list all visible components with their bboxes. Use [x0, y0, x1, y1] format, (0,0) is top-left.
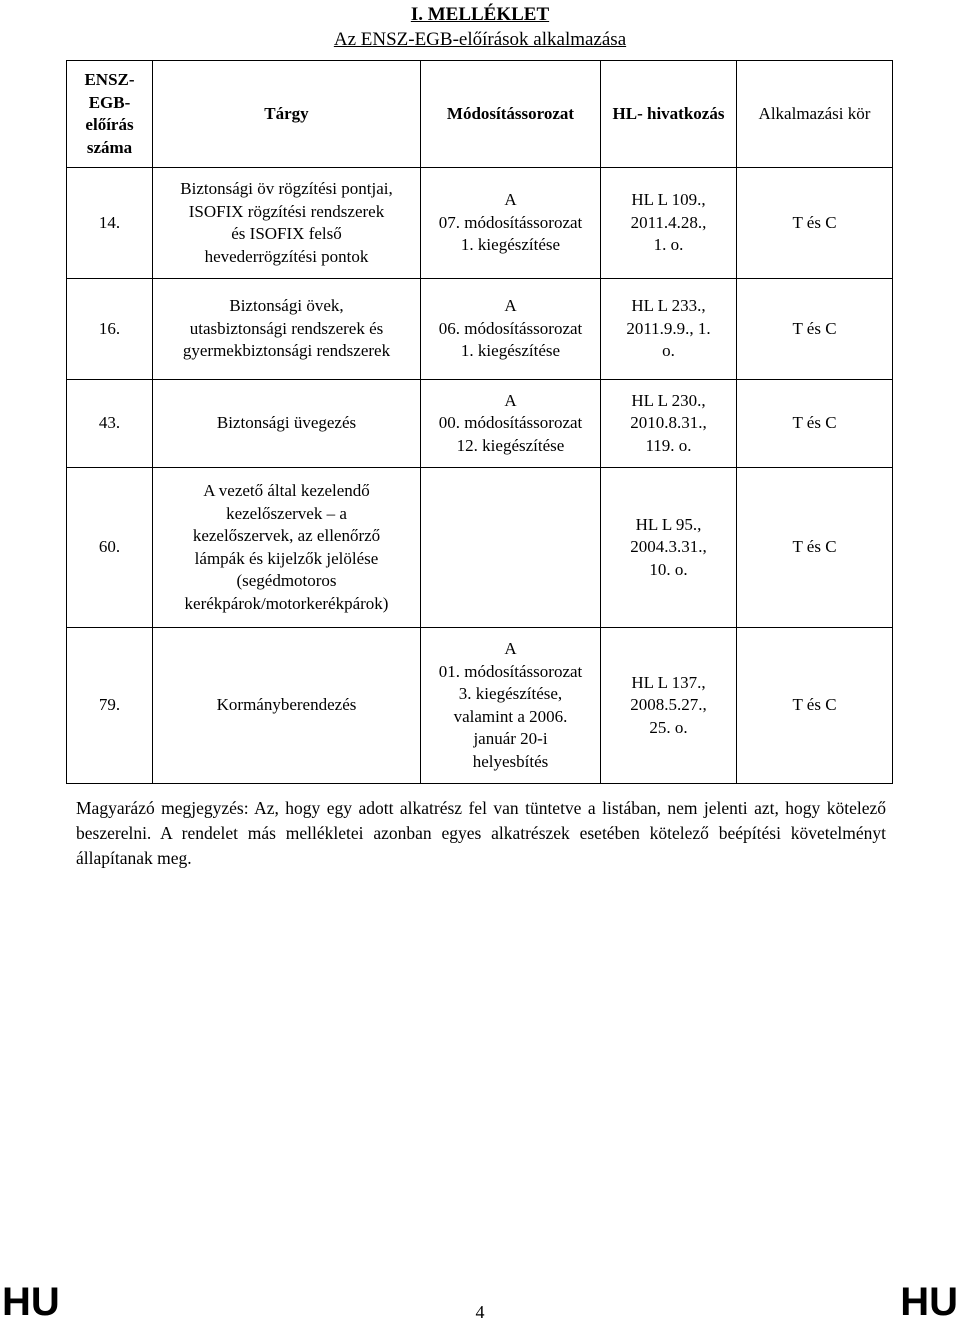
oj-reference: HL L 109., 2011.4.28., 1. o.	[601, 168, 737, 279]
oj-reference: HL L 95., 2004.3.31., 10. o.	[601, 468, 737, 628]
oj-reference: HL L 233., 2011.9.9., 1. o.	[601, 279, 737, 380]
oj-reference: HL L 137., 2008.5.27., 25. o.	[601, 628, 737, 784]
regulation-subject: Kormányberendezés	[153, 628, 421, 784]
regulation-subject: Biztonsági övek, utasbiztonsági rendszerek és gyermekbiztonsági rendszerek	[153, 279, 421, 380]
amendment-series: A 06. módosítássorozat 1. kiegészítése	[421, 279, 601, 380]
regulation-number: 14.	[67, 168, 153, 279]
table-row	[67, 168, 893, 279]
application-scope: T és C	[737, 380, 893, 468]
regulation-subject: Biztonsági öv rögzítési pontjai, ISOFIX rögzítési rendszerek és ISOFIX felső hevederrögzítési pontok	[153, 168, 421, 279]
table-header-row	[67, 61, 893, 168]
regulation-number: 16.	[67, 279, 153, 380]
explanatory-note: Magyarázó megjegyzés: Az, hogy egy adott alkatrész fel van tüntetve a listában, nem jelenti azt, hogy kötelező beszerelni. A rendelet más mellékletei azonban egyes alkatrészek esetében kötelező beépítési követelményt állapítanak meg.	[76, 798, 886, 868]
table-row	[67, 468, 893, 628]
application-scope: T és C	[737, 168, 893, 279]
application-scope: T és C	[737, 468, 893, 628]
column-header-oj-reference: HL- hivatkozás	[601, 61, 737, 168]
annex-title: I. MELLÉKLET	[410, 4, 550, 25]
column-header-scope: Alkalmazási kör	[737, 61, 893, 168]
page-number: 4	[475, 1302, 485, 1322]
application-scope: T és C	[737, 279, 893, 380]
regulation-number: 60.	[67, 468, 153, 628]
regulation-number: 43.	[67, 380, 153, 468]
language-code-right: HU	[900, 1280, 958, 1324]
amendment-series: A 01. módosítássorozat 3. kiegészítése, valamint a 2006. január 20-i helyesbítés	[421, 628, 601, 784]
amendment-series	[421, 468, 601, 628]
column-header-subject: Tárgy	[153, 61, 421, 168]
application-scope: T és C	[737, 628, 893, 784]
annex-subtitle: Az ENSZ-EGB-előírások alkalmazása	[333, 29, 627, 50]
regulation-number: 79.	[67, 628, 153, 784]
language-code-left: HU	[2, 1280, 60, 1324]
amendment-series: A 07. módosítássorozat 1. kiegészítése	[421, 168, 601, 279]
column-header-series: Módosítássorozat	[421, 61, 601, 168]
regulation-subject: Biztonsági üvegezés	[153, 380, 421, 468]
table-row	[67, 279, 893, 380]
table-row	[67, 380, 893, 468]
regulations-table	[66, 60, 893, 784]
table-row	[67, 628, 893, 784]
oj-reference: HL L 230., 2010.8.31., 119. o.	[601, 380, 737, 468]
regulation-subject: A vezető által kezelendő kezelőszervek – a kezelőszervek, az ellenőrző lámpák és kijelzők jelölése (segédmotoros kerékpárok/motorkerékpárok)	[153, 468, 421, 628]
amendment-series: A 00. módosítássorozat 12. kiegészítése	[421, 380, 601, 468]
column-header-number: ENSZ- EGB- előírás száma	[67, 61, 153, 168]
